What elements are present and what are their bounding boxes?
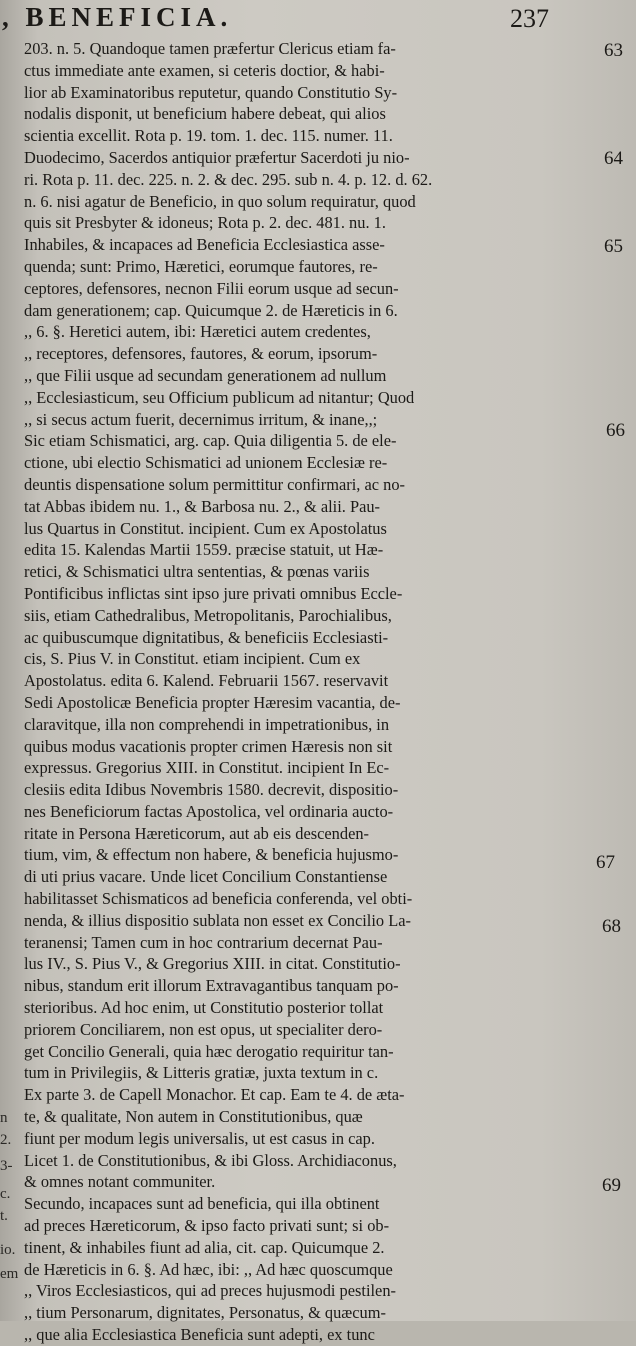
text-line: deuntis dispensatione solum permittitur confirmari, ac no- xyxy=(24,474,405,494)
text-line: ,, que alia Ecclesiastica Beneficia sunt adepti, ex tunc xyxy=(24,1325,375,1345)
text-line: dam generationem; cap. Quicumque 2. de Hæreticis in 6. xyxy=(24,300,398,320)
text-line: Licet 1. de Constitutionibus, & ibi Gloss. Archidiaconus, xyxy=(24,1150,397,1170)
text-line: Sic etiam Schismatici, arg. cap. Quia diligentia 5. de ele- xyxy=(24,431,397,451)
text-line: priorem Conciliarem, non est opus, ut specialiter dero- xyxy=(24,1019,383,1039)
text-line: & omnes notant communiter. xyxy=(24,1172,216,1192)
adjacent-page-fragment: em xyxy=(0,1266,19,1282)
margin-paragraph-number: 63 xyxy=(604,40,623,61)
text-line: ,, tium Personarum, dignitates, Personatus, & quæcum- xyxy=(24,1303,386,1323)
text-line: Ex parte 3. de Capell Monachor. Et cap. Eam te 4. de æta- xyxy=(24,1085,405,1105)
text-line: de Hæreticis in 6. §. Ad hæc, ibi: ,, Ad hæc quoscumque xyxy=(24,1259,393,1279)
text-line: scientia excellit. Rota p. 19. tom. 1. dec. 115. numer. 11. xyxy=(24,126,393,146)
text-line: Apostolatus. edita 6. Kalend. Februarii 1567. reservavit xyxy=(24,671,389,691)
text-line: 203. n. 5. Quandoque tamen præfertur Clericus etiam fa- xyxy=(24,39,396,58)
text-line: fiunt per modum legis universalis, ut est casus in cap. xyxy=(24,1128,375,1148)
text-line: lus Quartus in Constitut. incipient. Cum ex Apostolatus xyxy=(24,518,387,538)
text-line: ,, que Filii usque ad secundam generationem ad nullum xyxy=(24,365,387,385)
text-line: habilitasset Schismaticos ad beneficia conferenda, vel obti- xyxy=(24,889,413,909)
text-line: ctione, ubi electio Schismatici ad unionem Ecclesiæ re- xyxy=(24,453,388,473)
text-line: te, & qualitate, Non autem in Constitutionibus, quæ xyxy=(24,1107,363,1127)
adjacent-page-fragment: n xyxy=(0,1110,8,1126)
running-title: , BENEFICIA. xyxy=(2,2,233,32)
text-line: quenda; sunt: Primo, Hæretici, eorumque fautores, re- xyxy=(24,256,378,276)
margin-paragraph-number: 64 xyxy=(604,148,623,169)
text-line: Secundo, incapaces sunt ad beneficia, qui illa obtinent xyxy=(24,1194,380,1214)
adjacent-page-fragment: t. xyxy=(0,1208,8,1224)
text-line: ,, si secus actum fuerit, decernimus irritum, & inane,,; xyxy=(24,409,378,429)
margin-paragraph-number: 67 xyxy=(596,852,615,873)
margin-paragraph-number: 69 xyxy=(602,1175,621,1196)
text-line: ac quibuscumque dignitatibus, & beneficiis Ecclesiasti- xyxy=(24,627,389,647)
text-line: nenda, & illius dispositio sublata non esset ex Concilio La- xyxy=(24,910,411,930)
page-number: 237 xyxy=(510,4,549,33)
text-line: ritate in Persona Hæreticorum, aut ab eis descenden- xyxy=(24,823,369,843)
text-line: Inhabiles, & incapaces ad Beneficia Ecclesiastica asse- xyxy=(24,235,385,255)
text-line: lior ab Examinatoribus reputetur, quando Constitutio Sy- xyxy=(24,82,398,102)
text-line: Duodecimo, Sacerdos antiquior præfertur Sacerdoti ju nio- xyxy=(24,147,410,167)
main-text-column xyxy=(24,38,592,1346)
text-line: ceptores, defensores, necnon Filii eorum usque ad secun- xyxy=(24,278,399,298)
adjacent-page-fragment: c. xyxy=(0,1186,11,1202)
text-line: lus IV., S. Pius V., & Gregorius XIII. in citat. Constitutio- xyxy=(24,954,401,974)
text-line: Pontificibus inflictas sint ipso jure privati omnibus Eccle- xyxy=(24,583,403,603)
margin-paragraph-number: 68 xyxy=(602,916,621,937)
text-line: quis sit Presbyter & idoneus; Rota p. 2. dec. 481. nu. 1. xyxy=(24,213,386,233)
margin-paragraph-number: 66 xyxy=(606,420,625,441)
text-line: nes Beneficiorum factas Apostolica, vel ordinaria aucto- xyxy=(24,801,394,821)
text-line: tum in Privilegiis, & Litteris gratiæ, juxta textum in c. xyxy=(24,1063,379,1083)
text-line: nibus, standum erit illorum Extravagantibus tanquam po- xyxy=(24,976,399,996)
text-line: tium, vim, & effectum non habere, & beneficia hujusmo- xyxy=(24,845,399,865)
text-line: retici, & Schismatici ultra sententias, & pœnas variis xyxy=(24,562,370,582)
text-line: tinent, & inhabiles fiunt ad alia, cit. cap. Quicumque 2. xyxy=(24,1237,385,1257)
text-line: di uti prius vacare. Unde licet Concilium Constantiense xyxy=(24,867,388,887)
text-line: ,, 6. §. Heretici autem, ibi: Hæretici autem credentes, xyxy=(24,322,371,342)
text-line: edita 15. Kalendas Martii 1559. præcise statuit, ut Hæ- xyxy=(24,540,384,560)
adjacent-page-fragment: 2. xyxy=(0,1132,12,1148)
text-line: quibus modus vacationis propter crimen Hæresis non sit xyxy=(24,736,393,756)
text-line: ,, Ecclesiasticum, seu Officium publicum ad nitantur; Quod xyxy=(24,387,415,407)
text-line: ri. Rota p. 11. dec. 225. n. 2. & dec. 295. sub n. 4. p. 12. d. 62. xyxy=(24,169,433,189)
text-line: cis, S. Pius V. in Constitut. etiam incipient. Cum ex xyxy=(24,649,361,669)
margin-paragraph-number: 65 xyxy=(604,236,623,257)
adjacent-page-fragment: 3- xyxy=(0,1158,13,1174)
running-head xyxy=(0,2,636,36)
text-line: Sedi Apostolicæ Beneficia propter Hæresim vacantia, de- xyxy=(24,692,401,712)
text-line: get Concilio Generali, quia hæc derogatio requiritur tan- xyxy=(24,1041,394,1061)
text-line: sterioribus. Ad hoc enim, ut Constitutio posterior tollat xyxy=(24,998,384,1018)
adjacent-page-fragment: io. xyxy=(0,1242,16,1258)
text-line: ctus immediate ante examen, si ceteris doctior, & habi- xyxy=(24,60,385,80)
text-line: n. 6. nisi agatur de Beneficio, in quo solum requiratur, quod xyxy=(24,191,416,211)
text-line: ,, Viros Ecclesiasticos, qui ad preces hujusmodi pestilen- xyxy=(24,1281,396,1301)
text-line: siis, etiam Cathedralibus, Metropolitanis, Parochialibus, xyxy=(24,605,392,625)
text-line: nodalis disponit, ut beneficium habere debeat, qui alios xyxy=(24,104,386,124)
text-line: claravitque, illa non comprehendi in impetrationibus, in xyxy=(24,714,390,734)
text-line: clesiis edita Idibus Novembris 1580. decrevit, dispositio- xyxy=(24,780,399,800)
text-line: tat Abbas ibidem nu. 1., & Barbosa nu. 2., & alii. Pau- xyxy=(24,496,380,516)
text-line: ad preces Hæreticorum, & ipso facto privati sunt; si ob- xyxy=(24,1216,390,1236)
text-line: expressus. Gregorius XIII. in Constitut. incipient In Ec- xyxy=(24,758,390,778)
text-line: ,, receptores, defensores, fautores, & eorum, ipsorum- xyxy=(24,344,378,364)
text-line: teranensi; Tamen cum in hoc contrarium decernat Pau- xyxy=(24,932,383,952)
